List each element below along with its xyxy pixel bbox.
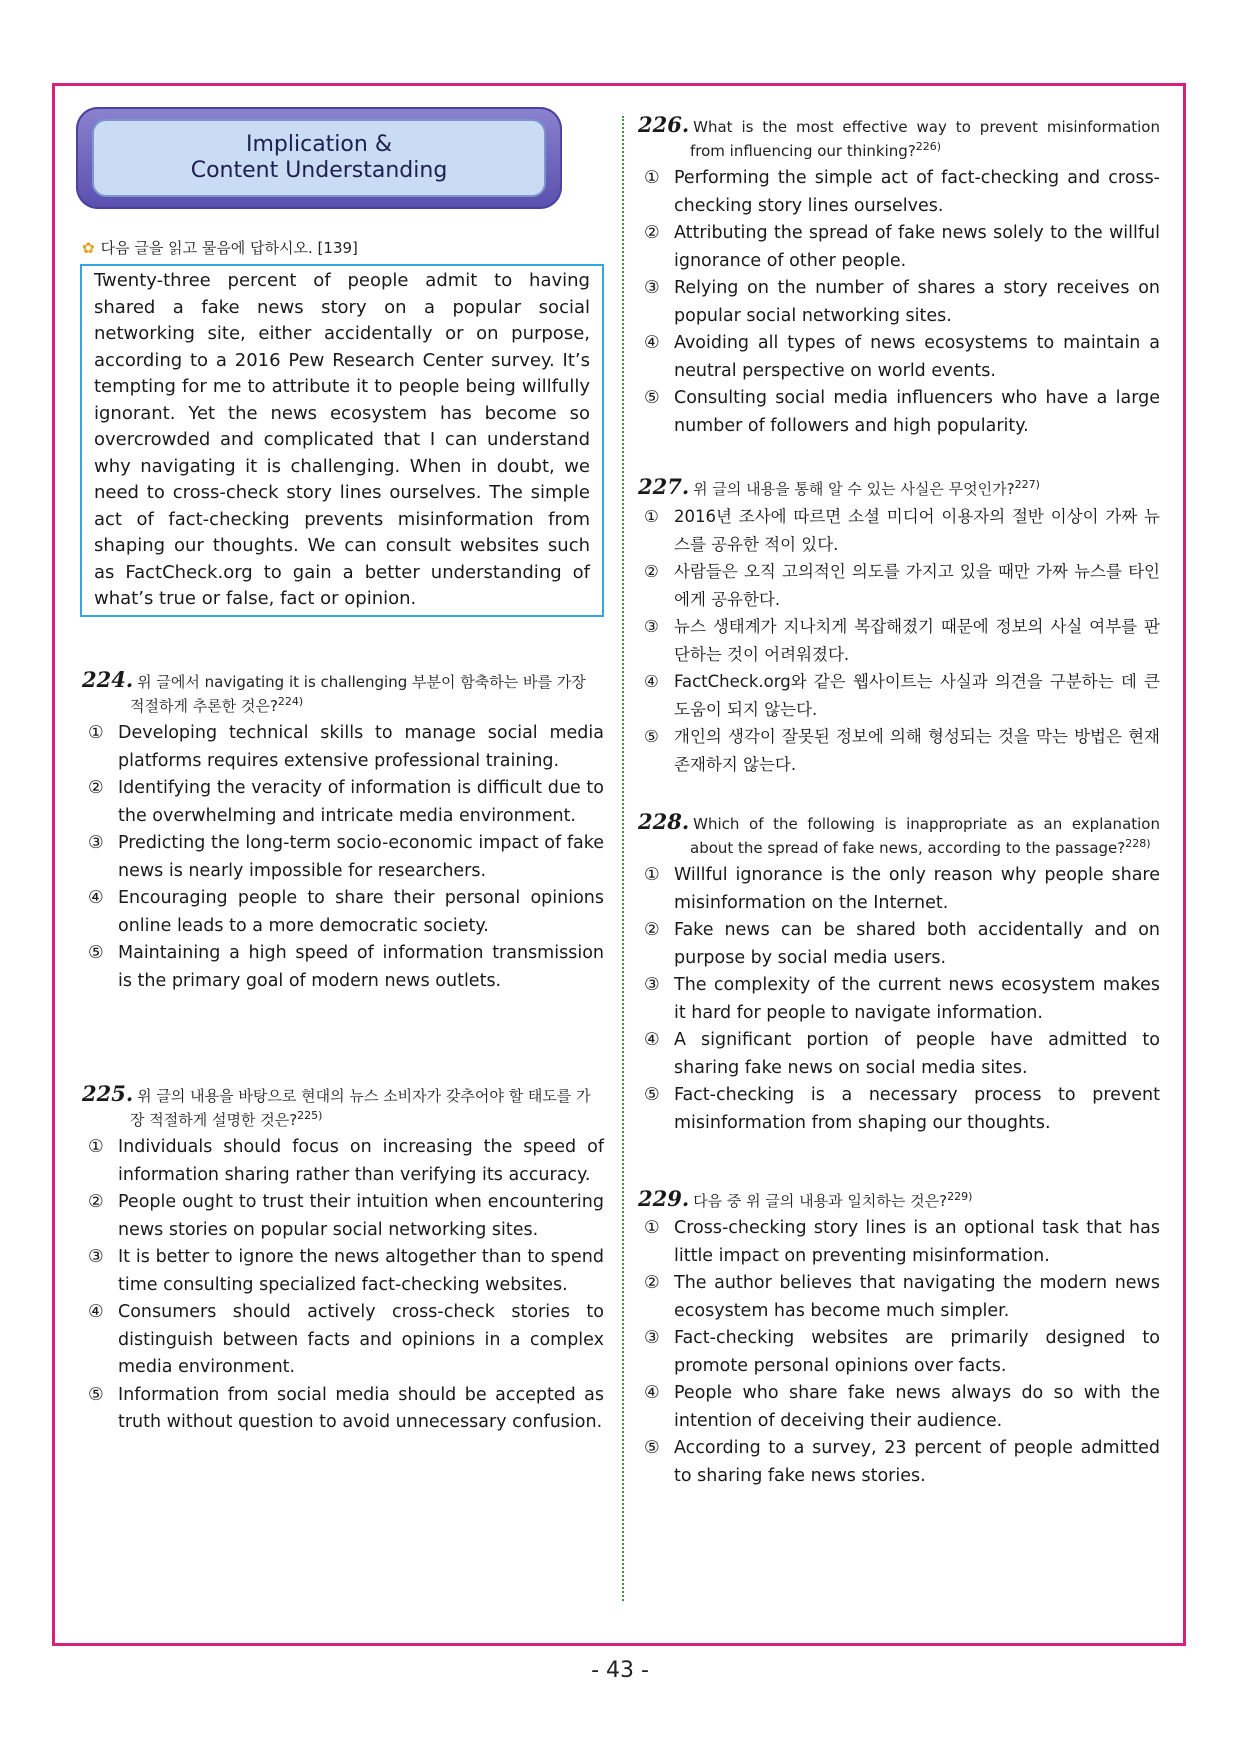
option-5[interactable]: ⑤ According to a survey, 23 percent of people admitted to sharing fake news stories. — [644, 1438, 1160, 1486]
option-1[interactable]: ① Willful ignorance is the only reason why people share misinformation on the Internet. — [644, 865, 1160, 913]
question-224 — [82, 667, 604, 995]
option-2[interactable]: ② Fake news can be shared both accidentally and on purpose by social media users. — [644, 920, 1160, 968]
option-5[interactable]: ⑤ Maintaining a high speed of information transmission is the primary goal of modern news outlets. — [88, 943, 604, 991]
question-number: 226. — [638, 112, 690, 137]
question-ref: 224) — [277, 695, 304, 708]
question-228 — [638, 809, 1160, 1137]
option-1[interactable]: ① Individuals should focus on increasing the speed of information sharing rather than verifying its accuracy. — [88, 1137, 604, 1185]
question-stem — [638, 112, 1160, 161]
question-stem — [638, 475, 1160, 499]
question-number: 229. — [638, 1186, 690, 1211]
question-number: 227. — [638, 474, 690, 499]
page-number: - 43 - — [591, 1658, 649, 1683]
question-ref: 227) — [1014, 478, 1040, 491]
option-3[interactable]: ③ The complexity of the current news ecosystem makes it hard for people to navigate information. — [644, 975, 1160, 1023]
option-2[interactable]: ② The author believes that navigating the modern news ecosystem has become much simpler. — [644, 1273, 1160, 1321]
question-number: 224. — [82, 667, 134, 692]
option-2[interactable]: ② Identifying the veracity of information is difficult due to the overwhelming and intricate media environment. — [88, 778, 604, 826]
question-text: What is the most effective way to prevent misinformation from influencing our thinking? — [690, 118, 1160, 160]
question-225 — [82, 1081, 604, 1437]
instruction-text: 다음 글을 읽고 물음에 답하시오. [139] — [100, 239, 358, 257]
option-4[interactable]: ④ FactCheck.org와 같은 웹사이트는 사실과 의견을 구분하는 데 큰 도움이 되지 않는다. — [644, 672, 1160, 719]
question-ref: 226) — [915, 140, 942, 153]
column-divider — [622, 116, 624, 1601]
option-5[interactable]: ⑤ 개인의 생각이 잘못된 정보에 의해 형성되는 것을 막는 방법은 현재 존재하지 않는다. — [644, 727, 1160, 774]
section-badge-inner — [92, 119, 546, 197]
reading-passage: Twenty-three percent of people admit to having shared a fake news story on a popular social networking site, either accidentally or on purpose, according to a 2016 Pew Research Center survey. It’s tempting for me to attribute it to people being willfully ignorant. Yet the news ecosystem has become so overcrowded and complicated that I can understand why navigating it is challenging. When in doubt, we need to cross-check story lines ourselves. The simple act of fact-checking prevents misinformation from shaping our thoughts. We can consult websites such as FactCheck.org to gain a better understanding of what’s true or false, fact or opinion. — [80, 264, 604, 617]
option-2[interactable]: ② People ought to trust their intuition when encountering news stories on popular social networking sites. — [88, 1192, 604, 1240]
option-3[interactable]: ③ It is better to ignore the news altogether than to spend time consulting specialized fact-checking websites. — [88, 1247, 604, 1295]
option-3[interactable]: ③ Fact-checking websites are primarily designed to promote personal opinions over facts. — [644, 1328, 1160, 1376]
question-number: 228. — [638, 809, 690, 834]
option-4[interactable]: ④ Consumers should actively cross-check stories to distinguish between facts and opinions in a complex media environment. — [88, 1302, 604, 1377]
question-text: 다음 중 위 글의 내용과 일치하는 것은? — [693, 1192, 948, 1210]
section-title-line1: Implication & — [246, 132, 392, 157]
option-2[interactable]: ② 사람들은 오직 고의적인 의도를 가지고 있을 때만 가짜 뉴스를 타인에게 공유한다. — [644, 562, 1160, 609]
option-1[interactable]: ① Performing the simple act of fact-checking and cross-checking story lines ourselves. — [644, 168, 1160, 216]
option-5[interactable]: ⑤ Information from social media should be accepted as truth without question to avoid unnecessary confusion. — [88, 1384, 604, 1432]
question-text: 위 글의 내용을 바탕으로 현대의 뉴스 소비자가 갖추어야 할 태도를 가장 적절하게 설명한 것은? — [130, 1087, 591, 1129]
question-stem — [638, 1187, 1160, 1211]
flower-icon: ✿ — [82, 239, 95, 257]
option-1[interactable]: ① Cross-checking story lines is an optional task that has little impact on preventing misinformation. — [644, 1218, 1160, 1266]
question-stem — [82, 1081, 604, 1130]
option-4[interactable]: ④ Avoiding all types of news ecosystems to maintain a neutral perspective on world events. — [644, 333, 1160, 381]
option-2[interactable]: ② Attributing the spread of fake news solely to the willful ignorance of other people. — [644, 223, 1160, 271]
question-stem — [638, 809, 1160, 858]
section-badge — [76, 107, 562, 209]
option-1[interactable]: ① Developing technical skills to manage social media platforms requires extensive professional training. — [88, 723, 604, 771]
question-text: 위 글에서 navigating it is challenging 부분이 함축하는 바를 가장 적절하게 추론한 것은? — [130, 673, 586, 715]
instruction — [82, 237, 358, 258]
question-text: Which of the following is inappropriate as an explanation about the spread of fake news, according to the passage? — [690, 815, 1160, 857]
question-ref: 229) — [947, 1190, 973, 1203]
option-3[interactable]: ③ Relying on the number of shares a story receives on popular social networking sites. — [644, 278, 1160, 326]
question-226 — [638, 112, 1160, 440]
question-227 — [638, 475, 1160, 778]
option-5[interactable]: ⑤ Fact-checking is a necessary process to prevent misinformation from shaping our thoughts. — [644, 1085, 1160, 1133]
option-4[interactable]: ④ A significant portion of people have admitted to sharing fake news on social media sites. — [644, 1030, 1160, 1078]
option-3[interactable]: ③ Predicting the long-term socio-economic impact of fake news is nearly impossible for researchers. — [88, 833, 604, 881]
question-number: 225. — [82, 1081, 134, 1106]
section-title-line2: Content Understanding — [190, 158, 448, 183]
question-ref: 228) — [1125, 837, 1151, 850]
question-text: 위 글의 내용을 통해 알 수 있는 사실은 무엇인가? — [693, 480, 1015, 498]
option-4[interactable]: ④ Encouraging people to share their personal opinions online leads to a more democratic society. — [88, 888, 604, 936]
question-229 — [638, 1187, 1160, 1490]
question-ref: 225) — [297, 1109, 323, 1122]
option-3[interactable]: ③ 뉴스 생태계가 지나치게 복잡해졌기 때문에 정보의 사실 여부를 판단하는 것이 어려워졌다. — [644, 617, 1160, 664]
option-4[interactable]: ④ People who share fake news always do so with the intention of deceiving their audience. — [644, 1383, 1160, 1431]
option-1[interactable]: ① 2016년 조사에 따르면 소셜 미디어 이용자의 절반 이상이 가짜 뉴스를 공유한 적이 있다. — [644, 507, 1160, 554]
question-stem — [82, 667, 604, 716]
option-5[interactable]: ⑤ Consulting social media influencers who have a large number of followers and high popularity. — [644, 388, 1160, 436]
